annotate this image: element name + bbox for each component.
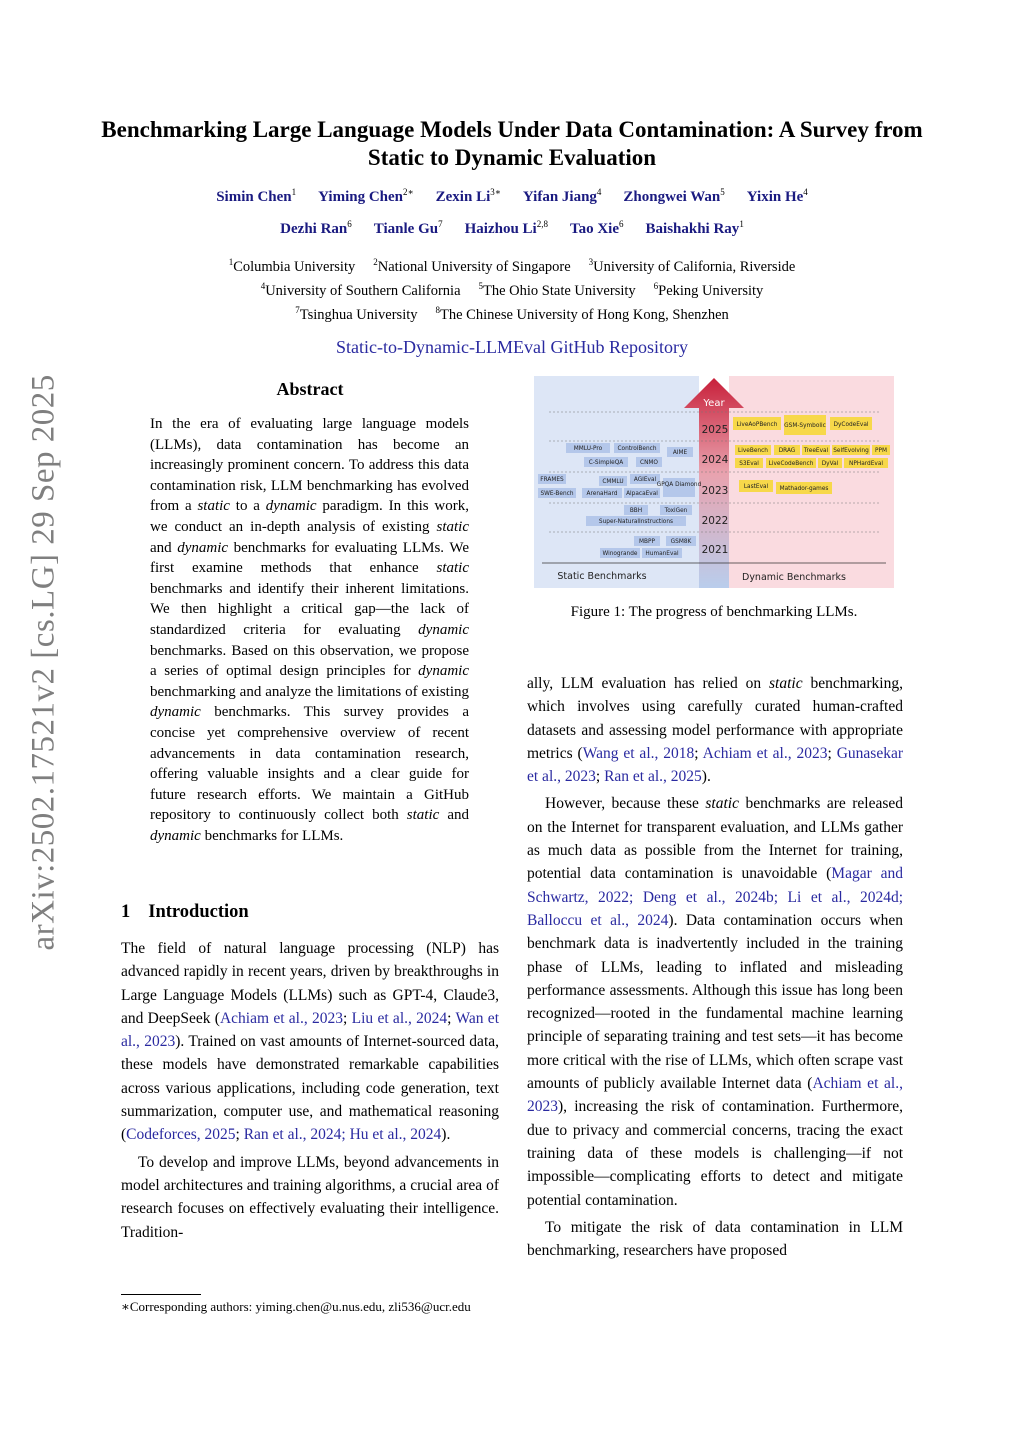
chip-dycodeeval: DyCodeEval: [833, 422, 869, 428]
emphasis: dynamic: [418, 621, 469, 638]
author-affiliation-mark: 2,8: [536, 219, 548, 229]
abstract-heading: Abstract: [276, 379, 344, 399]
citation-link[interactable]: Wang et al., 2018: [582, 744, 695, 762]
section-number: 1: [121, 902, 131, 922]
chip-controlbench: ControlBench: [617, 446, 657, 452]
intro-paragraph-2: To develop and improve LLMs, beyond advancements in model architectures and training algorithms, a crucial area of research focuses on effectively evaluating their intelligence. Tradition-: [121, 1153, 499, 1241]
chip-liveaopbench: LiveAoPBench: [736, 422, 778, 428]
chip-nphardeval: NPHardEval: [849, 461, 883, 467]
author-name: Tianle Gu$^7$: [373, 219, 443, 237]
citation-link[interactable]: Achiam et al., 2023: [527, 1075, 903, 1116]
affiliations-row-3: [100, 305, 924, 324]
chip-mbpp: MBPP: [639, 539, 655, 545]
chip-arenahard: ArenaHard: [586, 491, 618, 497]
chip-c-simpleqa: C-SimpleQA: [588, 460, 624, 466]
right-paragraph-2: However, because these static benchmarks are released on the Internet for transparent evaluation, and LLMs gather as much data as possible from the Internet for training, potential data contamination is unavoidable (Magar and Schwartz, 2022; Deng et al., 2024b; Li et al., 2024d; Balloccu et al., 2024). Data contamination occurs when benchmark data is inadvertently included in the training phase of LLMs, leading to inflated and misleading performance assessments. Although this issue has long been recognized—rooted in the fundamental machine learning principle of separating training and test sets—it has become more critical with the rise of LLMs, which often scrape vast amounts of publicly available Internet data (Achiam et al., 2023), increasing the risk of contamination. Furthermore, due to privacy and commercial concerns, tracing the exact training data of these models is challenging—if not impossible—complicating efforts to detect and mitigate potential contamination.: [527, 795, 903, 1209]
chip-mmlu-pro: MMLU-Pro: [573, 446, 603, 452]
affiliation: $^2$National University of Singapore: [373, 257, 571, 275]
author-name: Dezhi Ran$^6$: [280, 219, 352, 237]
author-affiliation-mark: 6: [347, 219, 352, 229]
chip-selfevolving: SelfEvolving: [833, 448, 869, 454]
abstract-text: In the era of evaluating large language models (LLMs), data contamination has become an increasingly prominent concern. To address this data contamination risk, LLM benchmarking has evolved from a static to a dynamic paradigm. In this work, we conduct an in-depth analysis of existing static and dynamic benchmarks for evaluating LLMs. We first examine methods that enhance static benchmarks and identify their inherent limitations. We then highlight a critical gap—the lack of standardized criteria for evaluating dynamic benchmarks. Based on this observation, we propose a series of optimal design principles for dynamic benchmarking and analyze the limitations of existing dynamic benchmarks. This survey provides a concise yet comprehensive overview of recent advancements in data contamination research, offering valuable insights and a clear guide for future research efforts. We maintain a GitHub repository to continuously collect both static and dynamic benchmarks for LLMs.: [150, 416, 470, 844]
github-repo-link[interactable]: Static-to-Dynamic-LLMEval GitHub Repository: [336, 337, 688, 357]
right-column-body: [527, 672, 903, 1262]
citation-link[interactable]: Codeforces, 2025: [126, 1126, 236, 1144]
chip-cmmlu: CMMLU: [602, 479, 624, 485]
chip-s3eval: S3Eval: [739, 461, 759, 467]
emphasis: static: [197, 498, 230, 515]
chip-bbh: BBH: [629, 508, 643, 514]
chip-mathador-games: Mathador-games: [779, 486, 829, 492]
year-2025: 2025: [701, 424, 729, 436]
citation-link[interactable]: Liu et al., 2024: [351, 1009, 448, 1027]
affiliation: $^1$Columbia University: [228, 257, 356, 275]
author-name: Tao Xie$^6$: [569, 219, 624, 237]
author-affiliation-mark: 6: [619, 219, 624, 229]
chip-humaneval: HumanEval: [645, 551, 679, 557]
intro-paragraph-1: The field of natural language processing (NLP) has advanced rapidly in recent years, driven by breakthroughs in Large Language Models (LLMs) such as GPT-4, Claude3, and DeepSeek (Achiam et al., 2023; Liu et al., 2024; Wan et al., 2023). Trained on vast amounts of Internet-sourced data, these models have demonstrated remarkable capabilities across various applications, including code generation, text summarization, computer use, and mathematical reasoning (Codeforces, 2025; Ran et al., 2024; Hu et al., 2024).: [121, 940, 499, 1144]
emphasis: static: [436, 518, 469, 535]
author-affiliation-mark: 4: [596, 187, 602, 197]
author-affiliation-mark: 5: [720, 187, 725, 197]
author-name: Simin Chen$^1$: [216, 187, 297, 205]
chip-livecodebench: LiveCodeBench: [768, 461, 814, 467]
footnote: ∗Corresponding authors: yiming.chen@u.nus.edu, zli536@ucr.edu: [121, 1299, 471, 1314]
benchmark-timeline-figure: [534, 376, 894, 588]
right-paragraph-3: To mitigate the risk of data contamination in LLM benchmarking, researchers have proposed: [527, 1218, 903, 1260]
chip-dyval: DyVal: [821, 461, 839, 467]
section-heading-introduction: [121, 902, 249, 923]
year-2024: 2024: [701, 454, 729, 466]
chip-winogrande: Winogrande: [602, 551, 638, 557]
emphasis: dynamic: [150, 827, 201, 844]
chip-lasteval: LastEval: [743, 484, 769, 490]
chip-ppm: PPM: [875, 448, 887, 454]
year-2023: 2023: [701, 485, 729, 497]
emphasis: dynamic: [150, 704, 201, 721]
citation-link[interactable]: Achiam et al., 2023: [702, 744, 828, 762]
chip-swe-bench: SWE-Bench: [540, 491, 574, 497]
emphasis: static: [705, 795, 739, 813]
affiliation: $^7$Tsinghua University: [295, 305, 418, 323]
emphasis: dynamic: [177, 539, 229, 556]
affiliation: $^5$The Ohio State University: [478, 281, 636, 299]
citation-link[interactable]: Magar and Schwartz, 2022; Deng et al., 2024b; Li et al., 2024d; Balloccu et al., 2024: [527, 865, 903, 929]
year-2021: 2021: [701, 544, 729, 556]
chip-gsm8k: GSM8K: [670, 539, 692, 545]
affiliation: $^3$University of California, Riverside: [588, 257, 796, 275]
arxiv-stamp: arXiv:2502.17521v2 [cs.LG] 29 Sep 2025: [25, 374, 62, 951]
author-name: Zexin $Li^{3∗}$: [435, 187, 501, 205]
chip-drag: DRAG: [778, 448, 796, 454]
author-affiliation-mark: 7: [438, 219, 443, 229]
author-name: Yixin He$^4$: [746, 187, 808, 205]
affiliation: $^8$The Chinese University of Hong Kong, Shenzhen: [435, 305, 729, 323]
citation-link[interactable]: Ran et al., 2024; Hu et al., 2024: [243, 1126, 442, 1144]
author-affiliation-mark: 2∗: [403, 187, 414, 197]
chip-livebench: LiveBench: [738, 448, 768, 454]
authors-row-2: [100, 219, 924, 238]
affiliation: $^4$University of Southern California: [260, 281, 461, 299]
right-paragraph-1: ally, LLM evaluation has relied on static benchmarking, which involves using carefully curated human-crafted datasets and assessing model performance with appropriate metrics (Wang et al., 2018; Achiam et al., 2023; Gunasekar et al., 2023; Ran et al., 2025).: [527, 675, 903, 786]
author-affiliation-mark: 1: [291, 187, 297, 197]
chip-frames: FRAMES: [540, 477, 564, 483]
authors-row-1: [100, 187, 924, 206]
chip-super-naturalinstructions: Super-NaturalInstructions: [598, 519, 674, 525]
chip-agieval: AGIEval: [633, 477, 657, 483]
emphasis: static: [406, 807, 440, 824]
author-affiliation-mark: 3∗: [490, 187, 501, 197]
author-name: Zhongwei Wan$^5$: [623, 187, 725, 205]
author-affiliation-mark: 4: [803, 187, 808, 197]
static-benchmarks-label: Static Benchmarks: [557, 571, 647, 582]
footnote-rule: [121, 1294, 201, 1295]
chip-gsm-symbolic: GSM-Symbolic: [784, 423, 826, 429]
year-2022: 2022: [701, 515, 729, 527]
emphasis: static: [769, 675, 803, 692]
author-name: Yifan Jiang$^4$: [522, 187, 602, 205]
emphasis: dynamic: [418, 663, 469, 680]
citation-link[interactable]: Ran et al., 2025: [604, 768, 702, 786]
chip-gpqa-diamond: GPQA Diamond: [656, 482, 702, 488]
chip-cnmo: CNMO: [640, 460, 658, 466]
section-title: Introduction: [148, 902, 249, 922]
chip-toxigen: ToxiGen: [664, 508, 688, 514]
citation-link[interactable]: Gunasekar et al., 2023: [527, 744, 903, 786]
chip-treeeval: TreeEval: [803, 448, 829, 454]
left-column-body: [121, 937, 499, 1244]
affiliations-row-1: [100, 257, 924, 276]
dynamic-benchmarks-label: Dynamic Benchmarks: [742, 572, 846, 583]
emphasis: dynamic: [265, 498, 317, 515]
figure-caption: Figure 1: The progress of benchmarking LLMs.: [570, 604, 858, 620]
citation-link[interactable]: Achiam et al., 2023: [219, 1009, 344, 1027]
chip-alpacaeval: AlpacaEval: [626, 491, 658, 497]
affiliations-row-2: [100, 281, 924, 300]
author-name: Yiming Chen$^{2∗}$: [318, 187, 414, 205]
year-label: Year: [703, 398, 725, 409]
paper-title: Benchmarking Large Language Models Under Data Contamination: A Survey from Static to Dynamic Evaluation: [101, 117, 923, 170]
emphasis: static: [436, 560, 469, 577]
author-affiliation-mark: 1: [739, 219, 744, 229]
author-name: Baishakhi Ray$^1$: [645, 219, 744, 237]
affiliation: $^6$Peking University: [653, 281, 764, 299]
chip-aime: AIME: [672, 450, 688, 456]
author-name: Haizhou Li$^{2,8}$: [464, 219, 548, 237]
citation-link[interactable]: Wan et al., 2023: [121, 1009, 499, 1051]
